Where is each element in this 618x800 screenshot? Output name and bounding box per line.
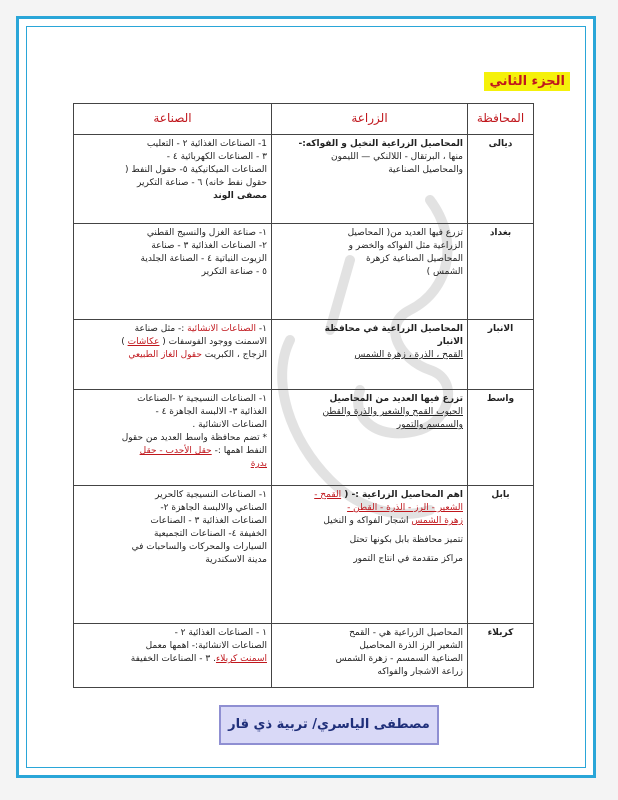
gov-cell: بابل — [468, 486, 534, 624]
ind-line: ٥ - صناعة التكرير — [201, 267, 267, 278]
agri-line: الانبار — [437, 337, 463, 348]
gov-cell: ديالى — [468, 135, 534, 224]
ind-cell — [74, 135, 272, 224]
ind-line: ٣ - الصناعات الكهربائية ٤ - — [166, 152, 267, 163]
ind-line: بدرة — [250, 459, 267, 470]
ind-cell — [74, 624, 272, 688]
agri-cell — [272, 135, 468, 224]
ind-line: الصناعات الغذائية ٣ - الصناعات — [150, 516, 267, 527]
agri-cell — [272, 624, 468, 688]
agri-line: المحاصيل الزراعية النخيل و الفواكه:- — [298, 139, 463, 149]
ind-line: الخفيفة ٤- الصناعات التجميعية — [153, 529, 267, 540]
ind-line: حقول نفط خانه) ٦ - صناعة التكرير — [137, 178, 267, 189]
ind-cell — [74, 224, 272, 320]
agri-line: المحاصيل الزراعية في محافظة — [324, 324, 463, 334]
ind-text-red: حقول الغاز الطبيعي — [128, 350, 202, 361]
header-agriculture: الزراعة — [272, 104, 468, 135]
agri-text: اشجار الفواكه و النخيل — [323, 516, 412, 527]
ind-line: ١- الصناعات النسيجية كالحرير — [155, 490, 267, 500]
agri-text-red: القمح - — [314, 490, 342, 500]
agri-text: اهم المحاصيل الزراعية :- ( — [341, 490, 463, 500]
ind-line: ١- صناعة الغزل والنسيج القطني — [146, 228, 267, 238]
ind-text-red: الصناعات الانشائية — [187, 324, 257, 334]
ind-line: الغذائية ٣- الالبسة الجاهزة ٤ - — [155, 407, 267, 418]
ind-line — [78, 445, 267, 458]
gov-cell: الانبار — [468, 320, 534, 390]
part-title: الجزء الثاني — [484, 72, 570, 91]
agri-line: مراكز متقدمة في انتاج التمور — [353, 554, 463, 565]
table-row — [74, 135, 534, 224]
table-row — [74, 320, 534, 390]
ind-line: الصناعات الانشائية . — [192, 420, 267, 431]
agri-line: تتميز محافظة بابل بكونها تحتل — [349, 535, 463, 546]
agri-line: الشمس ) — [426, 267, 463, 278]
table-row — [74, 624, 534, 688]
agri-line: والمحاصيل الصناعية — [388, 165, 463, 176]
ind-text: . ٣ - الصناعات الخفيفة — [130, 654, 216, 665]
ind-line — [78, 349, 267, 362]
ind-text: ) — [121, 337, 128, 348]
ind-cell — [74, 390, 272, 486]
agri-cell — [272, 224, 468, 320]
ind-line: الزيوت النباتية ٤ - الصناعة الجلدية — [140, 254, 267, 265]
agri-line: تزرع فيها العديد من المحاصيل — [329, 394, 463, 404]
gov-cell: كربلاء — [468, 624, 534, 688]
gov-cell: واسط — [468, 390, 534, 486]
ind-line: مدينة الاسكندرية — [205, 555, 267, 566]
agri-line — [276, 489, 463, 502]
author-footer: مصطفى الياسري/ تربية ذي قار — [219, 705, 439, 745]
ind-line: ١- الصناعات النسيجية ٢ -الصناعات — [137, 394, 267, 404]
ind-line — [78, 653, 267, 666]
agri-line: المحاصيل الزراعية هي - القمح — [349, 628, 463, 638]
agri-line: تزرع فيها العديد من( المحاصيل — [347, 228, 463, 238]
table-row — [74, 486, 534, 624]
agri-line: منها ، البرتقال - اللالنكي — الليمون — [331, 152, 463, 163]
agri-cell — [272, 486, 468, 624]
agri-line: المحاصيل الصناعية كزهرة — [366, 254, 463, 265]
ind-cell — [74, 320, 272, 390]
ind-line: ١ - الصناعات الغذائية ٢ - — [174, 628, 267, 638]
table-row — [74, 224, 534, 320]
agri-line: الحبوب القمح والشعير والذرة والقطن — [322, 407, 463, 418]
table-header-row — [74, 104, 534, 135]
ind-line — [78, 336, 267, 349]
ind-line: الصناعات الانشائية:- اهمها معمل — [145, 641, 267, 652]
ind-line: مصفى الوند — [213, 191, 267, 202]
agri-text-red: زهرة الشمس — [411, 516, 463, 527]
agri-cell — [272, 390, 468, 486]
ind-line: الصناعي والالبسة الجاهزة ٢- — [160, 503, 267, 514]
ind-text: ١- — [256, 324, 267, 334]
agri-line: الزراعية مثل الفواكه والخضر و — [348, 241, 463, 252]
agri-line: الشعير الرز الذرة المحاصيل — [359, 641, 463, 652]
agri-line: والسمسم والتمور — [396, 420, 463, 431]
ind-line: السيارات والمحركات والساحبات في — [131, 542, 267, 553]
ind-line: ٢- الصناعات الغذائية ٣ - صناعة — [151, 241, 267, 252]
ind-text: النفط اهمها :- — [214, 446, 267, 457]
ind-text: الزجاج ، الكبريت — [201, 350, 267, 361]
ind-cell — [74, 486, 272, 624]
info-table — [73, 103, 534, 688]
ind-text: :- مثل صناعة — [134, 324, 188, 334]
agri-line: الصناعية السمسم - زهرة الشمس — [335, 654, 463, 665]
ind-text-red: حقل الأحدب - حقل — [139, 446, 212, 457]
agri-line — [276, 515, 463, 528]
ind-text-red: اسمنت كربلاء — [215, 654, 267, 665]
ind-line: 1- الصناعات الغذائية ٢ - التعليب — [146, 139, 267, 149]
gov-cell: بغداد — [468, 224, 534, 320]
table-row — [74, 390, 534, 486]
ind-line: الصناعات الميكانيكية ٥- حقول النفط ( — [125, 165, 267, 176]
agri-line: زراعة الاشجار والفواكه — [377, 667, 463, 678]
header-governorate: المحافظة — [468, 104, 534, 135]
ind-text-red: عكاشات — [127, 337, 160, 348]
ind-line — [78, 323, 267, 336]
header-industry: الصناعة — [74, 104, 272, 135]
agri-line: الشعير - الرز - الذرة - القطن - — [347, 503, 463, 514]
agri-cell — [272, 320, 468, 390]
ind-text: الاسمنت ووجود الفوسفات ( — [159, 337, 267, 348]
agri-line: القمح ، الذرة ، زهرة الشمس — [354, 350, 463, 361]
ind-line: * تضم محافظة واسط العديد من حقول — [121, 433, 267, 444]
